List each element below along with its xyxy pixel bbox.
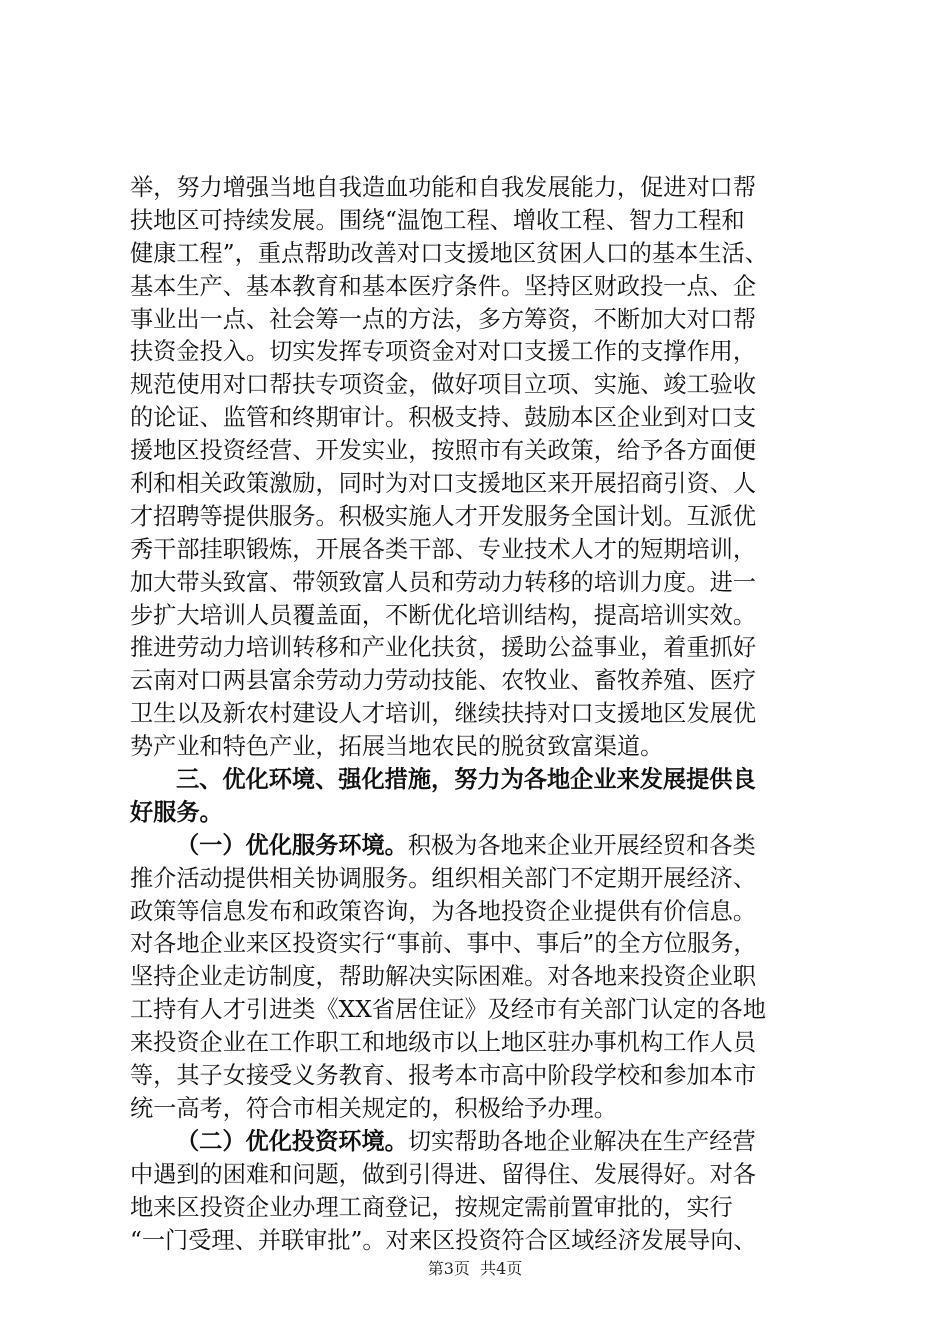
subsection-title: （二）优化投资环境。 <box>176 1127 408 1155</box>
text-line: 统一高考，符合市相关规定的，积极给予办理。 <box>130 1094 617 1122</box>
text-line: 政策等信息发布和政策咨询，为各地投资企业提供有价信息。 <box>130 897 757 925</box>
text-line: 秀干部挂职锻炼，开展各类干部、专业技术人才的短期培训， <box>130 535 757 563</box>
text-line: 基本生产、基本教育和基本医疗条件。坚持区财政投一点、企 <box>130 272 757 300</box>
subsection-title: （一）优化服务环境。 <box>176 831 408 859</box>
text-line: 对各地企业来区投资实行“事前、事中、事后”的全方位服务， <box>130 930 757 958</box>
text-line: 卫生以及新农村建设人才培训，继续扶持对口支援地区发展优 <box>130 700 757 728</box>
text-line: 推进劳动力培训转移和产业化扶贫，援助公益事业，着重抓好 <box>130 634 757 662</box>
subsection-first-line <box>130 1126 835 1159</box>
text-line: 的论证、监管和终期审计。积极支持、鼓励本区企业到对口支 <box>130 404 757 432</box>
text-line: 中遇到的困难和问题，做到引得进、留得住、发展得好。对各 <box>130 1160 757 1188</box>
document-body <box>130 172 835 1257</box>
page-footer: 第3页 共4页 <box>427 1259 523 1278</box>
text-line: “一门受理、并联审批”。对来区投资符合区域经济发展导向、 <box>130 1226 757 1254</box>
section-heading <box>130 764 835 830</box>
text-line: 事业出一点、社会筹一点的方法，多方筹资，不断加大对口帮 <box>130 305 757 333</box>
heading-line: 三、优化环境、强化措施，努力为各地企业来发展提供良 <box>176 766 756 794</box>
text-line: 坚持企业走访制度，帮助解决实际困难。对各地来投资企业职 <box>130 963 757 991</box>
text-line: 才招聘等提供服务。积极实施人才开发服务全国计划。互派优 <box>130 502 757 530</box>
text-line: 势产业和特色产业，拓展当地农民的脱贫致富渠道。 <box>130 733 664 761</box>
subsection-investment-environment <box>130 1126 835 1258</box>
text-line: 云南对口两县富余劳动力劳动技能、农牧业、畜牧养殖、医疗 <box>130 667 757 695</box>
text-line: 工持有人才引进类《XX省居住证》及经市有关部门认定的各地 <box>130 996 766 1024</box>
text-run: 切实帮助各地企业解决在生产经营 <box>407 1127 756 1155</box>
text-line: 举，努力增强当地自我造血功能和自我发展能力，促进对口帮 <box>130 174 757 201</box>
text-line: 加大带头致富、带领致富人员和劳动力转移的培训力度。进一 <box>130 568 757 596</box>
text-line: 扶地区可持续发展。围绕“温饱工程、增收工程、智力工程和 <box>130 206 745 234</box>
text-line: 地来区投资企业办理工商登记，按规定需前置审批的，实行 <box>130 1193 733 1221</box>
heading-line: 好服务。 <box>130 798 223 826</box>
text-line: 推介活动提供相关协调服务。组织相关部门不定期开展经济、 <box>130 864 757 892</box>
text-line: 利和相关政策激励，同时为对口支援地区来开展招商引资、人 <box>130 470 757 498</box>
text-line: 等，其子女接受义务教育、报考本市高中阶段学校和参加本市 <box>130 1062 757 1090</box>
text-line: 扶资金投入。切实发挥专项资金对对口支援工作的支撑作用， <box>130 338 757 366</box>
subsection-first-line <box>130 830 835 863</box>
text-run: 积极为各地来企业开展经贸和各类 <box>407 831 756 859</box>
text-line: 健康工程”，重点帮助改善对口支援地区贫困人口的基本生活、 <box>130 239 768 267</box>
text-line: 步扩大培训人员覆盖面，不断优化培训结构，提高培训实效。 <box>130 601 757 629</box>
text-line: 援地区投资经营、开发实业，按照市有关政策，给予各方面便 <box>130 437 757 465</box>
paragraph-continuation <box>130 172 835 764</box>
text-line: 规范使用对口帮扶专项资金，做好项目立项、实施、竣工验收 <box>130 371 757 399</box>
subsection-service-environment <box>130 830 835 1126</box>
text-line: 来投资企业在工作职工和地级市以上地区驻办事机构工作人员 <box>130 1029 757 1057</box>
